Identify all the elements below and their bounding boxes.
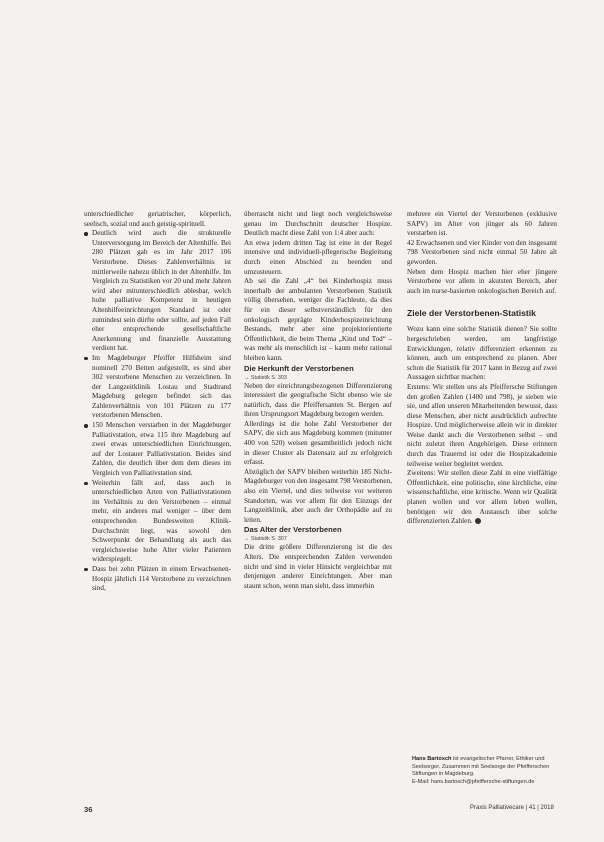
heading-herkunft: Die Herkunft der Verstorbenen bbox=[244, 363, 354, 373]
author-name: Hans Bartosch bbox=[412, 756, 452, 762]
column3-paragraph-4: Wozu kann eine solche Statistik dienen? Sie sollte hergeschrieben werden, um langfristige Entwicklungen, relativ differenziert erkennen zu können, auch um entsprechend zu planen. Aber schon die Statistik für 2017 kann in Bezug auf zwei Aussagen sichtbar machen: bbox=[407, 325, 557, 382]
author-bio bbox=[412, 756, 562, 786]
text-column-3 bbox=[407, 210, 557, 527]
column2-intro: überrascht nicht und liegt noch vergleichsweise genau im Durchschnitt deutscher Hospize. Deutlich macht diese Zahl von 1:4 aber auch: bbox=[244, 210, 392, 238]
bullet-item-altenhilfe: Deutlich wird auch die strukturelle Unterversorgung im Bereich der Altenhilfe. Bei 280 Plätzen gab es im Jahr 2017 106 Verstorbene. Dieses Zahlenverhältnis ist mittlerweile nahezu üblich in der Altenhilfe. Im Vergleich zu Statistiken vor 20 und mehr Jahren wird aber mitunterschiedlich ablesbar, welch hohe palliative Kompetenz in heutigen Altenhilfeeinrichtungen Standard ist oder zumindest sein dürfte oder sollte, auf jeden Fall eher entsprechende gesellschaftliche Anerkennung und finanzielle Ausstattung verdient hat. bbox=[84, 229, 231, 354]
column3-paragraph-1: mehrere ein Viertel der Verstorbenen (exklusive SAPV) im Alter von jünger als 60 Jahren verstarben ist. bbox=[407, 210, 557, 238]
text-column-2 bbox=[244, 210, 392, 591]
author-email-link[interactable]: hans.bartosch@pfeiffersche-stiftungen.de bbox=[430, 778, 535, 785]
author-description: ist evangelischer Pfarrer, Ethiker und Seelsorger. Zusammen mit Seelsorge der Pfeifferschen Stiftungen in Magdeburg. bbox=[412, 756, 550, 778]
statistic-reference-alter: → Statistik S. 307 bbox=[244, 536, 287, 543]
heading-ziele: Ziele der Verstorbenen-Statistik bbox=[407, 308, 536, 319]
journal-footer: Praxis Palliativecare | 41 | 2018 bbox=[470, 805, 554, 811]
bullet-list bbox=[84, 229, 231, 594]
text-column-1 bbox=[84, 210, 231, 594]
bullet-item-kliniken: Weiterhin fällt auf, dass auch in unterschiedlichen Arten von Palliativstationen im Verhältnis zu den Verstorbenen – einmal mehr, ein anderes mal weniger – über dem entsprechenden Bundesweiten Klinik-Durchschnitt liegt, was sowohl den Schwerpunkt der Behandlung als auch das vergleichsweise hohe Alter vieler Patienten widerspiegelt. bbox=[84, 479, 231, 565]
column2-paragraph-2: An etwa jedem dritten Tag ist eine in der Regel intensive und individuell-pflegerische Begleitung durch einen Abschied zu beenden und umzusteuern. bbox=[244, 238, 392, 276]
column1-intro: unterschiedlicher geriatrischer, körperlich, seelisch, sozial und auch geistig-spirituell. bbox=[84, 210, 231, 228]
column3-paragraph-3: Neben dem Hospiz machen hier eher jüngere Verstorbene vor allem in akutsten Bereich, aber auch im nurse-basierten onkologischen Bereich auf. bbox=[407, 267, 557, 295]
column3-paragraph-6-text: Zweitens: Wir stellen diese Zahl in eine vielfältige Öffentlichkeit, eine politische, eine kirchliche, eine wissenschaftliche, eine kritische. Wenn wir Qualität planen wollen und vor allem leben wollen, benötigen wir den Austausch über solche differenzierten Zahlen. bbox=[407, 469, 557, 526]
column3-paragraph-6 bbox=[407, 469, 557, 527]
email-label: E-Mail: bbox=[412, 778, 430, 785]
column2-paragraph-7: Die dritte größere Differenzierung ist die des Alters. Die entsprechenden Zahlen verwenden nicht und sind in vieler Hinsicht vergleichbar mit denjenigen anderer Einrichtungen. Aber man staunt schon, wenn man sieht, dass immerhin bbox=[244, 543, 392, 590]
column3-paragraph-5: Erstens: Wir stellen uns als Pfeiffersche Stiftungen den großen Zahlen (1400 und 798), je sieben wie sie, und allen unseren Mitarbeitenden bewusst, dass diese Menschen, aber nicht ausdrücklich aufrechte Hospize. Und möglicherweise allein wir in direkter Weise dankt auch die Verstorbenen selbst – und nicht zuletzt ihren Angehörigen. Diese erinnern durch das Trauernd ist oder die Hospizakademie teilweise weiter begleitet werden. bbox=[407, 382, 557, 468]
end-of-article-icon bbox=[475, 518, 481, 524]
column2-paragraph-3: Ab sei die Zahl „4“ bei Kinderhospiz muss innerhalb der ambulanten Verstorbenen Statistik völlig übersehen, weniger die Fachleute, da dies für ein dieser selbstverständlich für den onkologisch geprägte Kinderhospizeinrichtung Bestands, mehr aber eine projektorientierte Öffentlichkeit, die beim Thema „Kind und Tod“ – was mehr als menschlich ist – kaum mehr rational bleiben kann. bbox=[244, 277, 392, 362]
bullet-item-palliativstation: 150 Menschen verstarben in der Magdeburger Palliativstation, etwa 115 ihre Magdeburg auf zwei etwas unterschiedlichen Einrichtungen, auf der Lostauer Palliativstation. Beides sind Zahlen, die deutlich über dem dem dieses im Vergleich von Palliativstation sind. bbox=[84, 421, 231, 479]
page-number: 36 bbox=[84, 805, 93, 814]
column3-paragraph-2: 42 Erwachsenen und vier Kinder von den insgesamt 798 Verstorbenen sind nicht einmal 50 Jahre alt geworden. bbox=[407, 238, 557, 266]
bullet-item-hospiz: Dass bei zehn Plätzen in einem Erwachsenen-Hospiz jährlich 114 Verstorbene zu verzeichnen sind, bbox=[84, 565, 231, 594]
column2-paragraph-6: Abzüglich der SAPV bleiben weiterhin 185 Nicht-Magdeburger von den insgesamt 798 Verstorbenen, also ein Viertel, und dies teilweise vor weiteren Standorten, was vor allem für den Einzugs der Langzeitklinik, aber auch der Orthopädie auf zu leiten. bbox=[244, 467, 392, 524]
heading-alter: Das Alter der Verstorbenen bbox=[244, 525, 342, 535]
bullet-item-pfeiffer: Im Magdeburger Pfeiffer Hilfsheim sind nominell 270 Betten aufgestellt, es sind aber 302 verstorbene Menschen zu verzeichnen. In der Langzeitklinik Lostau und Stadtrand Magdeburg gelegen befindet sich das Zahlenverhältnis von 101 Plätzen zu 177 verstorbenen Menschen. bbox=[84, 354, 231, 421]
column2-paragraph-4: Neben der einrichtungsbezogenen Differenzierung interessiert die geografische Sicht ebenso wie sie natürlich, dass die Pfeiffersanten St. Bergen auf ihren Ursprungsort Magdeburg bezogen werden. bbox=[244, 381, 392, 419]
statistic-reference-herkunft: → Statistik S. 303 bbox=[244, 374, 287, 381]
column2-paragraph-5: Allerdings ist die hohe Zahl Verstorbener der SAPV, die sich aus Magdeburg kommen (mitunter 400 von 520) weisen gesamtheitlich jedoch nicht in dieser Cluster als Datensatz auf zu erfolgreich erfasst. bbox=[244, 419, 392, 467]
